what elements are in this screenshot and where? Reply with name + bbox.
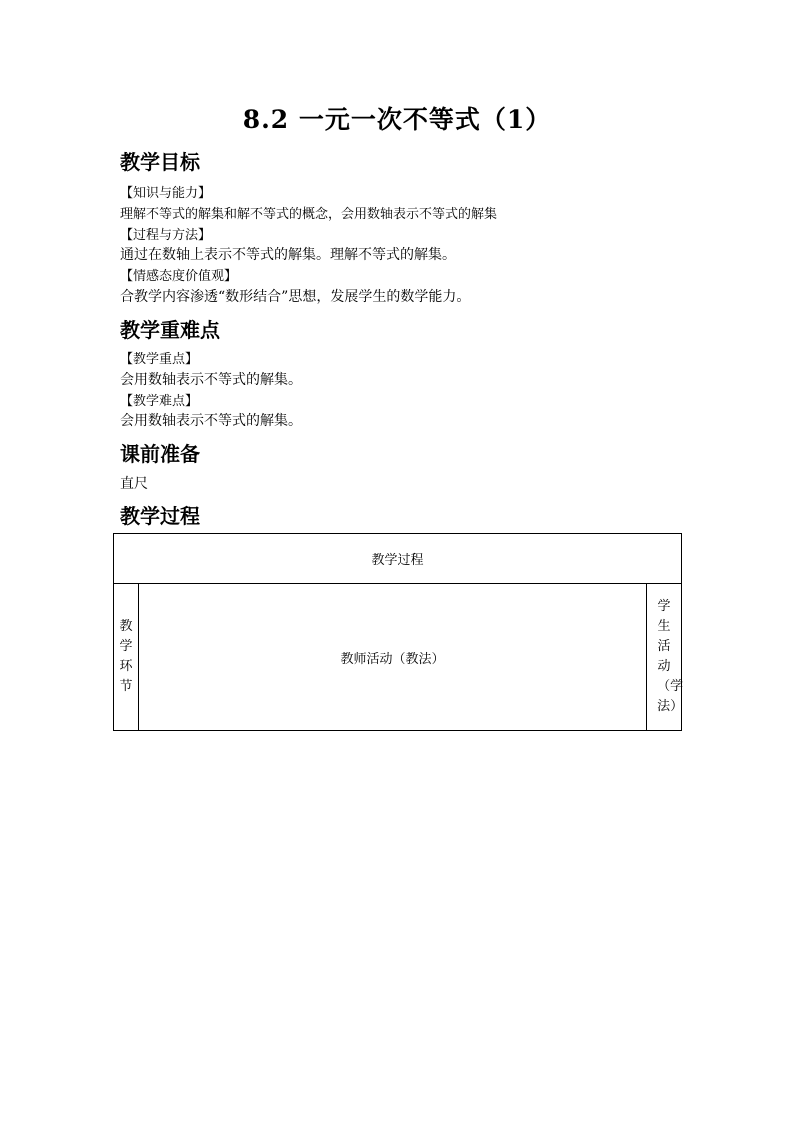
table-header-row [114,534,682,584]
teaching-process-table [113,533,682,731]
process-method-text: 通过在数轴上表示不等式的解集。理解不等式的解集。 [120,247,456,263]
knowledge-label: 【知识与能力】 [120,186,212,201]
stage-column-label: 教学环节 [119,619,133,694]
difficult-point-text: 会用数轴表示不等式的解集。 [120,413,302,429]
emotion-label: 【情感态度价值观】 [120,269,238,284]
key-point-text: 会用数轴表示不等式的解集。 [120,372,302,388]
difficult-point-label: 【教学难点】 [120,394,199,409]
student-activity-label: 学生活动（学法） [657,599,684,714]
key-point-label: 【教学重点】 [120,352,199,367]
prep-text: 直尺 [120,476,148,492]
document-title: 8.2 一元一次不等式（1） [242,105,552,134]
objectives-heading: 教学目标 [120,150,200,174]
knowledge-text: 理解不等式的解集和解不等式的概念，会用数轴表示不等式的解集 [120,207,498,222]
table-column-row [114,584,682,731]
student-activity-cell [647,584,682,731]
stage-column-cell [114,584,139,731]
table-header-cell: 教学过程 [114,534,682,584]
teacher-activity-cell: 教师活动（教法） [139,584,647,731]
prep-heading: 课前准备 [120,442,200,466]
keypoints-heading: 教学重难点 [120,318,220,342]
process-method-label: 【过程与方法】 [120,228,212,243]
process-heading: 教学过程 [120,504,200,528]
emotion-text: 合教学内容渗透“数形结合”思想，发展学生的数学能力。 [120,289,471,305]
